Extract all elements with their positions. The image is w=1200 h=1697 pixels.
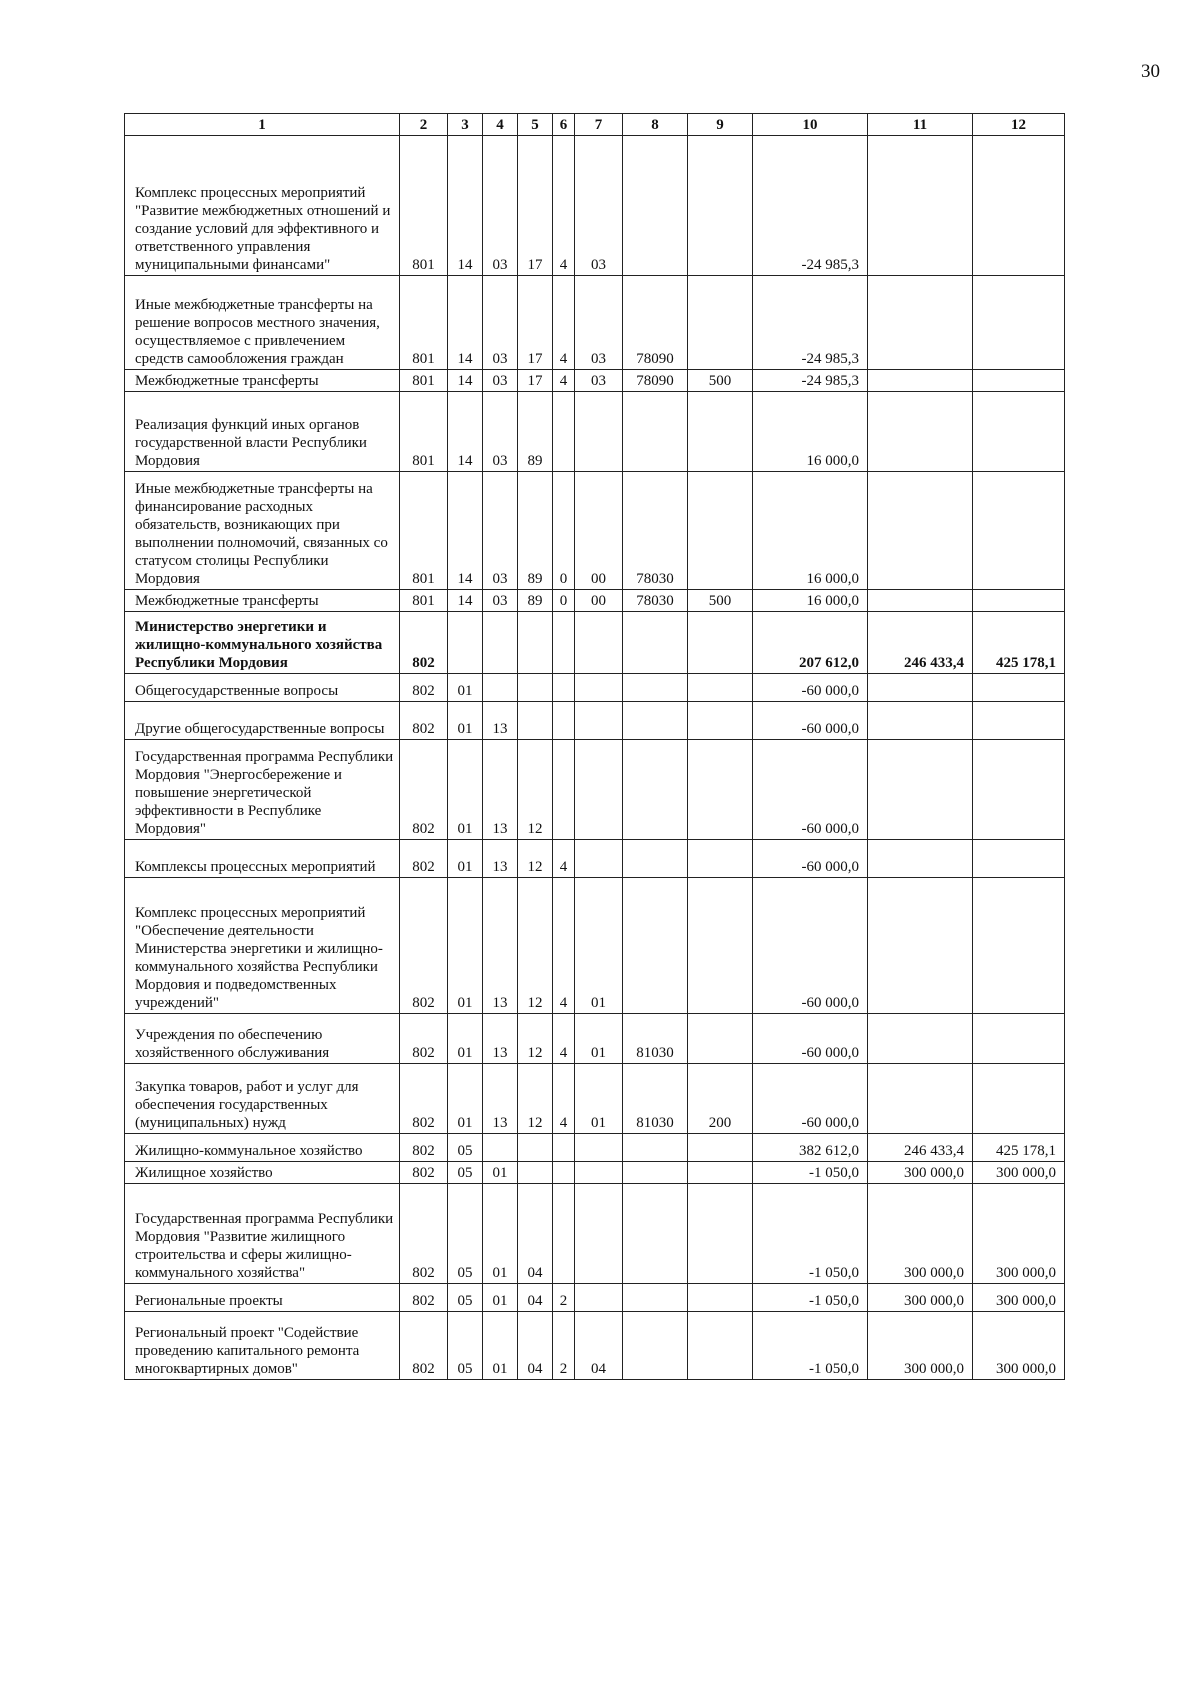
code-cell (553, 702, 575, 740)
code-cell: 12 (518, 840, 553, 878)
table-header-row (125, 114, 1065, 136)
code-cell: 802 (400, 1014, 448, 1064)
amount-cell: -1 050,0 (753, 1184, 868, 1284)
code-cell: 01 (448, 840, 483, 878)
code-cell: 14 (448, 136, 483, 276)
row-name-cell: Министерство энергетики и жилищно-коммунального хозяйства Республики Мордовия (125, 612, 400, 674)
amount-cell: 16 000,0 (753, 472, 868, 590)
code-cell: 89 (518, 590, 553, 612)
row-name-cell: Комплексы процессных мероприятий (125, 840, 400, 878)
table-row (125, 840, 1065, 878)
amount-cell: 300 000,0 (868, 1184, 973, 1284)
code-cell (448, 612, 483, 674)
table-row (125, 136, 1065, 276)
amount-cell: 300 000,0 (973, 1162, 1065, 1184)
amount-cell (973, 472, 1065, 590)
table-row (125, 740, 1065, 840)
code-cell (623, 1162, 688, 1184)
amount-cell (868, 840, 973, 878)
code-cell: 17 (518, 370, 553, 392)
amount-cell: 300 000,0 (973, 1184, 1065, 1284)
column-header: 1 (125, 114, 400, 136)
amount-cell: 300 000,0 (868, 1284, 973, 1312)
code-cell: 01 (448, 740, 483, 840)
code-cell (688, 1184, 753, 1284)
code-cell (623, 1134, 688, 1162)
code-cell: 802 (400, 1184, 448, 1284)
code-cell: 2 (553, 1312, 575, 1380)
column-header: 10 (753, 114, 868, 136)
row-name-cell: Учреждения по обеспечению хозяйственного обслуживания (125, 1014, 400, 1064)
code-cell: 01 (448, 674, 483, 702)
code-cell: 03 (575, 136, 623, 276)
table-row (125, 702, 1065, 740)
amount-cell (973, 392, 1065, 472)
code-cell: 13 (483, 702, 518, 740)
row-name-cell: Государственная программа Республики Мордовия "Развитие жилищного строительства и сферы жилищно-коммунального хозяйства" (125, 1184, 400, 1284)
amount-cell: -60 000,0 (753, 840, 868, 878)
table-body (125, 114, 1065, 1380)
row-name-cell: Комплекс процессных мероприятий "Развитие межбюджетных отношений и создание условий для эффективного и ответственного управления муниципальными финансами" (125, 136, 400, 276)
code-cell (623, 674, 688, 702)
code-cell: 14 (448, 472, 483, 590)
code-cell: 17 (518, 136, 553, 276)
code-cell: 802 (400, 1162, 448, 1184)
code-cell (688, 392, 753, 472)
amount-cell (868, 674, 973, 702)
code-cell (575, 1284, 623, 1312)
amount-cell: -1 050,0 (753, 1312, 868, 1380)
code-cell: 4 (553, 276, 575, 370)
table-row (125, 1284, 1065, 1312)
row-name-cell: Жилищное хозяйство (125, 1162, 400, 1184)
row-name-cell: Реализация функций иных органов государственной власти Республики Мордовия (125, 392, 400, 472)
table-row (125, 276, 1065, 370)
code-cell: 03 (483, 370, 518, 392)
code-cell (553, 392, 575, 472)
code-cell: 4 (553, 370, 575, 392)
amount-cell (973, 370, 1065, 392)
row-name-cell: Региональный проект "Содействие проведению капитального ремонта многоквартирных домов" (125, 1312, 400, 1380)
code-cell: 500 (688, 370, 753, 392)
code-cell (623, 1184, 688, 1284)
code-cell: 78030 (623, 590, 688, 612)
code-cell: 03 (483, 590, 518, 612)
code-cell: 802 (400, 1134, 448, 1162)
code-cell: 03 (575, 276, 623, 370)
code-cell: 05 (448, 1134, 483, 1162)
table-row (125, 1064, 1065, 1134)
code-cell: 05 (448, 1312, 483, 1380)
code-cell (688, 1162, 753, 1184)
code-cell (483, 612, 518, 674)
amount-cell (868, 590, 973, 612)
code-cell (688, 740, 753, 840)
code-cell: 802 (400, 740, 448, 840)
code-cell (553, 674, 575, 702)
code-cell (575, 840, 623, 878)
column-header: 11 (868, 114, 973, 136)
column-header: 8 (623, 114, 688, 136)
row-name-cell: Иные межбюджетные трансферты на решение вопросов местного значения, осуществляемое с привлечением средств самообложения граждан (125, 276, 400, 370)
code-cell (688, 136, 753, 276)
code-cell: 13 (483, 1064, 518, 1134)
column-header: 2 (400, 114, 448, 136)
code-cell (575, 392, 623, 472)
amount-cell: -60 000,0 (753, 1064, 868, 1134)
code-cell (553, 740, 575, 840)
code-cell (688, 472, 753, 590)
table-row (125, 674, 1065, 702)
column-header: 7 (575, 114, 623, 136)
amount-cell (868, 1014, 973, 1064)
code-cell: 03 (483, 276, 518, 370)
code-cell: 00 (575, 472, 623, 590)
amount-cell: -60 000,0 (753, 878, 868, 1014)
code-cell (688, 878, 753, 1014)
code-cell (688, 840, 753, 878)
amount-cell: 246 433,4 (868, 1134, 973, 1162)
code-cell (623, 878, 688, 1014)
code-cell (553, 1134, 575, 1162)
code-cell: 78030 (623, 472, 688, 590)
row-name-cell: Региональные проекты (125, 1284, 400, 1312)
code-cell: 200 (688, 1064, 753, 1134)
code-cell: 801 (400, 276, 448, 370)
code-cell (688, 276, 753, 370)
code-cell: 05 (448, 1162, 483, 1184)
code-cell: 4 (553, 878, 575, 1014)
code-cell (623, 1284, 688, 1312)
column-header: 12 (973, 114, 1065, 136)
row-name-cell: Жилищно-коммунальное хозяйство (125, 1134, 400, 1162)
code-cell: 13 (483, 740, 518, 840)
amount-cell (973, 740, 1065, 840)
amount-cell (868, 878, 973, 1014)
code-cell: 04 (518, 1312, 553, 1380)
code-cell: 03 (483, 392, 518, 472)
table-row (125, 472, 1065, 590)
code-cell: 01 (448, 702, 483, 740)
amount-cell: 16 000,0 (753, 392, 868, 472)
table-row (125, 1162, 1065, 1184)
amount-cell (868, 136, 973, 276)
amount-cell: 207 612,0 (753, 612, 868, 674)
code-cell: 01 (483, 1162, 518, 1184)
code-cell (623, 840, 688, 878)
code-cell: 89 (518, 472, 553, 590)
code-cell: 00 (575, 590, 623, 612)
code-cell: 01 (483, 1284, 518, 1312)
row-name-cell: Межбюджетные трансферты (125, 590, 400, 612)
code-cell: 78090 (623, 276, 688, 370)
table-row (125, 612, 1065, 674)
row-name-cell: Иные межбюджетные трансферты на финансирование расходных обязательств, возникающих при выполнении полномочий, связанных со статусом столицы Республики Мордовия (125, 472, 400, 590)
table-row (125, 878, 1065, 1014)
code-cell (518, 612, 553, 674)
code-cell: 802 (400, 674, 448, 702)
amount-cell: -60 000,0 (753, 702, 868, 740)
code-cell: 4 (553, 1014, 575, 1064)
code-cell: 0 (553, 472, 575, 590)
table-row (125, 392, 1065, 472)
code-cell (518, 1162, 553, 1184)
code-cell (575, 1184, 623, 1284)
code-cell: 500 (688, 590, 753, 612)
code-cell: 12 (518, 1014, 553, 1064)
amount-cell: -24 985,3 (753, 136, 868, 276)
code-cell (575, 1162, 623, 1184)
code-cell: 13 (483, 840, 518, 878)
code-cell (553, 1162, 575, 1184)
row-name-cell: Закупка товаров, работ и услуг для обеспечения государственных (муниципальных) нужд (125, 1064, 400, 1134)
row-name-cell: Государственная программа Республики Мордовия "Энергосбережение и повышение энергетической эффективности в Республике Мордовия" (125, 740, 400, 840)
code-cell: 04 (575, 1312, 623, 1380)
table-row (125, 1312, 1065, 1380)
amount-cell: 300 000,0 (868, 1312, 973, 1380)
code-cell (623, 612, 688, 674)
code-cell: 802 (400, 612, 448, 674)
amount-cell (973, 674, 1065, 702)
code-cell (575, 1134, 623, 1162)
code-cell: 14 (448, 370, 483, 392)
code-cell (623, 702, 688, 740)
column-header: 9 (688, 114, 753, 136)
amount-cell: 425 178,1 (973, 612, 1065, 674)
code-cell: 05 (448, 1184, 483, 1284)
code-cell: 03 (483, 136, 518, 276)
amount-cell: 300 000,0 (973, 1284, 1065, 1312)
code-cell: 0 (553, 590, 575, 612)
amount-cell (868, 472, 973, 590)
code-cell: 81030 (623, 1064, 688, 1134)
code-cell (623, 1312, 688, 1380)
amount-cell (973, 276, 1065, 370)
amount-cell: 425 178,1 (973, 1134, 1065, 1162)
code-cell: 04 (518, 1184, 553, 1284)
code-cell (688, 674, 753, 702)
amount-cell: 300 000,0 (868, 1162, 973, 1184)
code-cell: 17 (518, 276, 553, 370)
amount-cell (868, 392, 973, 472)
code-cell (688, 612, 753, 674)
code-cell: 01 (575, 1014, 623, 1064)
code-cell: 05 (448, 1284, 483, 1312)
amount-cell (868, 370, 973, 392)
code-cell: 4 (553, 136, 575, 276)
code-cell: 01 (448, 1064, 483, 1134)
amount-cell: 300 000,0 (973, 1312, 1065, 1380)
column-header: 4 (483, 114, 518, 136)
code-cell: 802 (400, 878, 448, 1014)
row-name-cell: Общегосударственные вопросы (125, 674, 400, 702)
amount-cell (973, 136, 1065, 276)
column-header: 6 (553, 114, 575, 136)
code-cell: 01 (448, 878, 483, 1014)
code-cell: 14 (448, 392, 483, 472)
amount-cell (868, 276, 973, 370)
amount-cell: 246 433,4 (868, 612, 973, 674)
code-cell: 89 (518, 392, 553, 472)
code-cell (688, 1284, 753, 1312)
budget-table (124, 113, 1065, 1380)
amount-cell (973, 702, 1065, 740)
page-number: 30 (1141, 61, 1160, 82)
amount-cell (973, 590, 1065, 612)
code-cell (623, 740, 688, 840)
code-cell: 14 (448, 276, 483, 370)
code-cell: 13 (483, 1014, 518, 1064)
table-row (125, 1184, 1065, 1284)
code-cell (623, 136, 688, 276)
amount-cell: -1 050,0 (753, 1284, 868, 1312)
code-cell (553, 612, 575, 674)
code-cell (688, 1134, 753, 1162)
code-cell: 2 (553, 1284, 575, 1312)
code-cell: 801 (400, 590, 448, 612)
code-cell: 801 (400, 392, 448, 472)
amount-cell (973, 878, 1065, 1014)
code-cell: 4 (553, 1064, 575, 1134)
code-cell: 01 (575, 1064, 623, 1134)
code-cell: 802 (400, 840, 448, 878)
table-row (125, 1014, 1065, 1064)
column-header: 3 (448, 114, 483, 136)
code-cell: 12 (518, 740, 553, 840)
row-name-cell: Другие общегосударственные вопросы (125, 702, 400, 740)
code-cell (688, 702, 753, 740)
table-row (125, 370, 1065, 392)
column-header: 5 (518, 114, 553, 136)
code-cell (575, 674, 623, 702)
amount-cell (868, 702, 973, 740)
code-cell (688, 1312, 753, 1380)
code-cell: 81030 (623, 1014, 688, 1064)
amount-cell: -60 000,0 (753, 1014, 868, 1064)
code-cell (483, 1134, 518, 1162)
code-cell (575, 740, 623, 840)
code-cell: 03 (483, 472, 518, 590)
amount-cell: -1 050,0 (753, 1162, 868, 1184)
code-cell (623, 392, 688, 472)
code-cell: 13 (483, 878, 518, 1014)
code-cell (483, 674, 518, 702)
code-cell (575, 702, 623, 740)
code-cell (518, 1134, 553, 1162)
amount-cell (973, 840, 1065, 878)
code-cell: 801 (400, 472, 448, 590)
amount-cell (868, 1064, 973, 1134)
row-name-cell: Комплекс процессных мероприятий "Обеспечение деятельности Министерства энергетики и жилищно-коммунального хозяйства Республики Мордовия и подведомственных учреждений" (125, 878, 400, 1014)
code-cell: 802 (400, 1284, 448, 1312)
code-cell: 12 (518, 1064, 553, 1134)
code-cell (518, 674, 553, 702)
code-cell: 78090 (623, 370, 688, 392)
code-cell: 01 (448, 1014, 483, 1064)
amount-cell (973, 1064, 1065, 1134)
amount-cell (973, 1014, 1065, 1064)
table-row (125, 1134, 1065, 1162)
code-cell: 01 (483, 1312, 518, 1380)
amount-cell: 16 000,0 (753, 590, 868, 612)
row-name-cell: Межбюджетные трансферты (125, 370, 400, 392)
code-cell (553, 1184, 575, 1284)
code-cell: 14 (448, 590, 483, 612)
code-cell: 4 (553, 840, 575, 878)
code-cell: 01 (483, 1184, 518, 1284)
code-cell (575, 612, 623, 674)
amount-cell: -60 000,0 (753, 740, 868, 840)
amount-cell (868, 740, 973, 840)
code-cell: 802 (400, 702, 448, 740)
code-cell: 801 (400, 370, 448, 392)
code-cell: 12 (518, 878, 553, 1014)
code-cell: 801 (400, 136, 448, 276)
amount-cell: -60 000,0 (753, 674, 868, 702)
code-cell: 03 (575, 370, 623, 392)
code-cell (688, 1014, 753, 1064)
code-cell: 802 (400, 1312, 448, 1380)
code-cell: 01 (575, 878, 623, 1014)
code-cell: 802 (400, 1064, 448, 1134)
amount-cell: 382 612,0 (753, 1134, 868, 1162)
amount-cell: -24 985,3 (753, 276, 868, 370)
table-row (125, 590, 1065, 612)
code-cell: 04 (518, 1284, 553, 1312)
code-cell (518, 702, 553, 740)
amount-cell: -24 985,3 (753, 370, 868, 392)
